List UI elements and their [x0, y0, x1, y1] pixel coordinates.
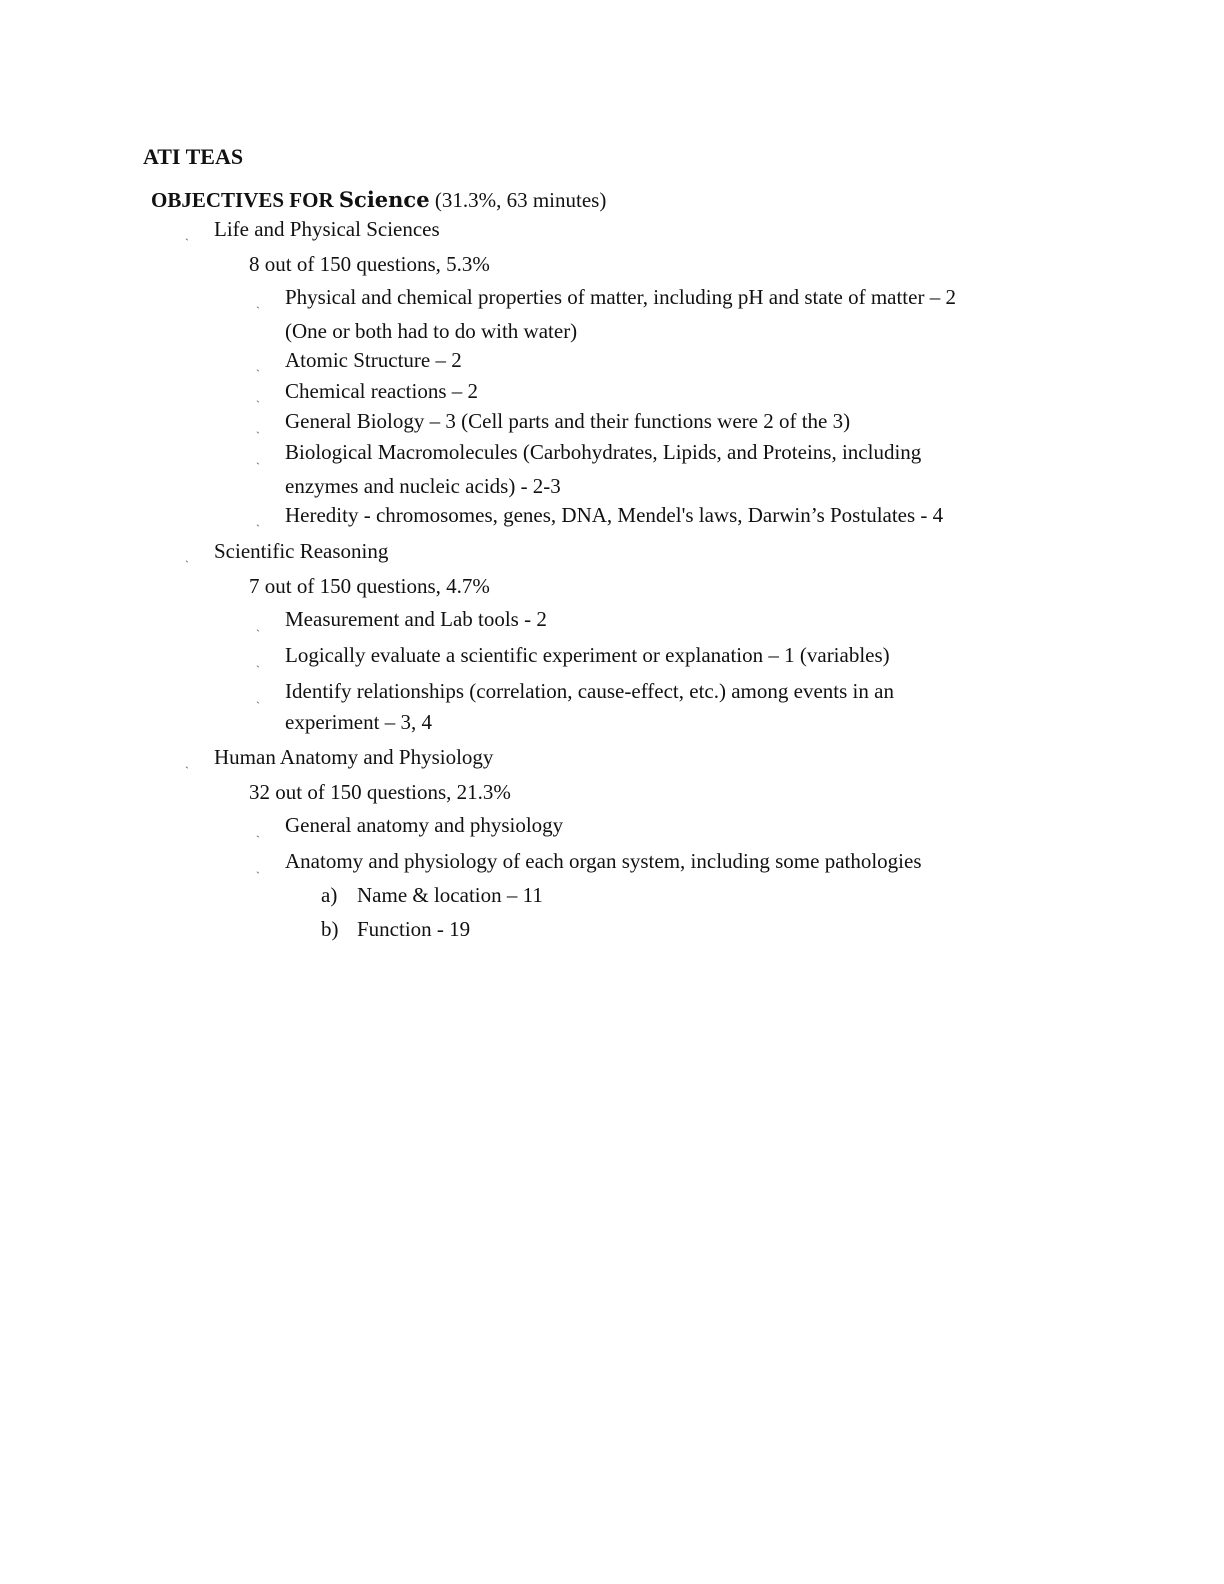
bullet-icon: ˏ	[256, 389, 260, 403]
list-item: Chemical reactions – 2	[285, 379, 479, 403]
bullet-icon: ˏ	[256, 690, 260, 704]
bullet-icon: ˏ	[256, 295, 260, 309]
list-item-continuation: enzymes and nucleic acids) - 2-3	[285, 474, 561, 498]
bullet-icon: ˏ	[256, 860, 260, 874]
sublist-item: Function - 19	[357, 917, 471, 941]
sublist-marker: a)	[321, 883, 338, 907]
question-count: 32 out of 150 questions, 21.3%	[249, 780, 511, 804]
heading-subject: Science	[338, 187, 430, 212]
list-item: Identify relationships (correlation, cause-effect, etc.) among events in an	[285, 679, 894, 703]
bullet-icon: ˏ	[256, 451, 260, 465]
topic-heading: Life and Physical Sciences	[214, 217, 440, 241]
bullet-icon: ˏ	[185, 755, 189, 769]
topic-heading: Human Anatomy and Physiology	[214, 745, 494, 769]
list-item: General Biology – 3 (Cell parts and their functions were 2 of the 3)	[285, 409, 851, 433]
question-count: 7 out of 150 questions, 4.7%	[249, 574, 490, 598]
bullet-icon: ˏ	[185, 549, 189, 563]
heading-label: OBJECTIVES FOR	[151, 188, 339, 212]
bullet-icon: ˏ	[256, 358, 260, 372]
sublist-marker: b)	[321, 917, 339, 941]
list-item: Heredity - chromosomes, genes, DNA, Mendel's laws, Darwin’s Postulates - 4	[285, 503, 944, 527]
bullet-icon: ˏ	[256, 618, 260, 632]
list-item: Biological Macromolecules (Carbohydrates, Lipids, and Proteins, including	[285, 440, 922, 464]
section-heading	[151, 187, 606, 213]
bullet-icon: ˏ	[256, 513, 260, 527]
bullet-icon: ˏ	[256, 654, 260, 668]
list-item: Anatomy and physiology of each organ system, including some pathologies	[285, 849, 922, 873]
list-item: Logically evaluate a scientific experiment or explanation – 1 (variables)	[285, 643, 890, 667]
question-count: 8 out of 150 questions, 5.3%	[249, 252, 490, 276]
bullet-icon: ˏ	[256, 824, 260, 838]
list-item: Physical and chemical properties of matter, including pH and state of matter – 2	[285, 285, 956, 309]
bullet-icon: ˏ	[185, 227, 189, 241]
list-item-continuation: experiment – 3, 4	[285, 710, 432, 734]
sublist-item: Name & location – 11	[357, 883, 543, 907]
list-item-continuation: (One or both had to do with water)	[285, 319, 578, 343]
list-item: Measurement and Lab tools - 2	[285, 607, 547, 631]
list-item: General anatomy and physiology	[285, 813, 564, 837]
heading-detail: (31.3%, 63 minutes)	[429, 188, 607, 212]
document-title: ATI TEAS	[143, 144, 244, 169]
list-item: Atomic Structure – 2	[285, 348, 462, 372]
bullet-icon: ˏ	[256, 420, 260, 434]
topic-heading: Scientific Reasoning	[214, 539, 389, 563]
